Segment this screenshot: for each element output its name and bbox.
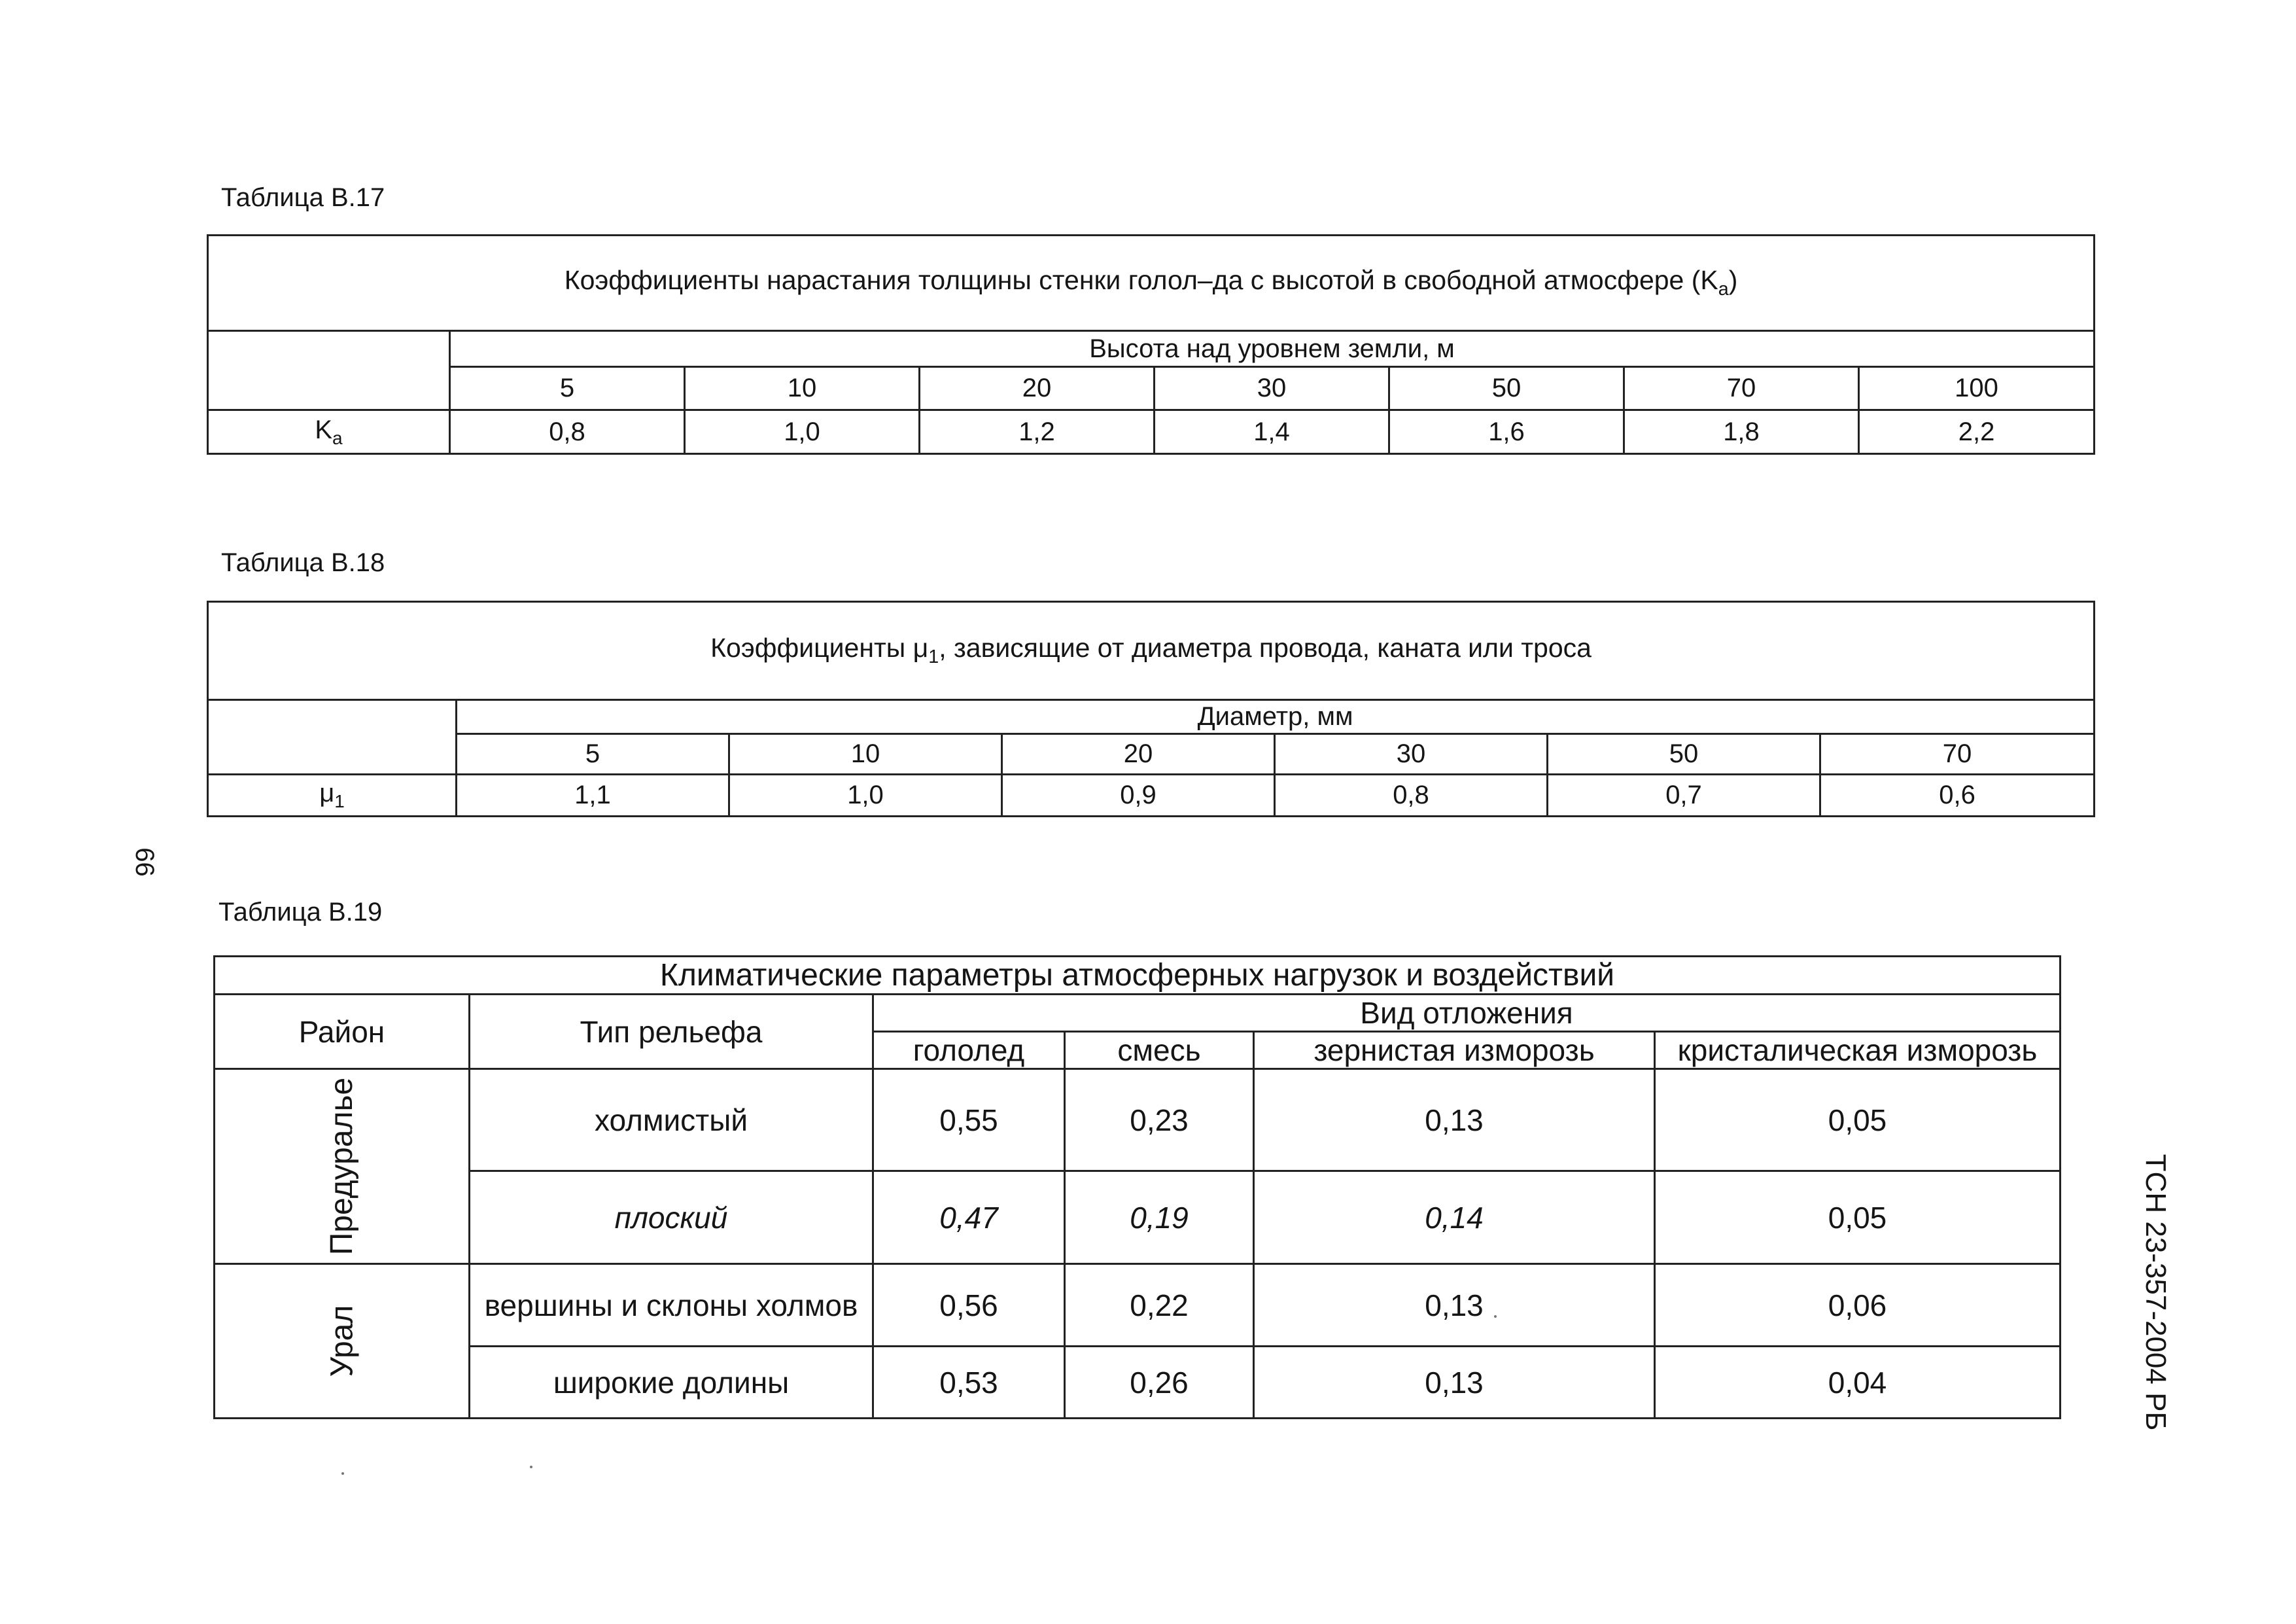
table18-value: 0,8 bbox=[1275, 775, 1548, 817]
table18-corner-lower bbox=[208, 734, 457, 775]
table17-height-header: Высота над уровнем земли, м bbox=[450, 331, 2095, 367]
table19-value: 0,23 bbox=[1065, 1069, 1254, 1171]
scan-speck bbox=[530, 1466, 532, 1468]
table18-value: 1,1 bbox=[457, 775, 729, 817]
page-number: 66 bbox=[130, 847, 159, 877]
table17-col-header: 10 bbox=[685, 367, 920, 410]
table18-row-label: $\mu_1$ bbox=[208, 775, 457, 817]
table17-col-header: 5 bbox=[450, 367, 685, 410]
table19-value: 0,04 bbox=[1655, 1347, 2061, 1419]
table17-value: 2,2 bbox=[1859, 410, 2095, 454]
table18-col-header: 10 bbox=[729, 734, 1002, 775]
document-code: ТСН 23-357-2004 РБ bbox=[2140, 1154, 2172, 1431]
table18-corner bbox=[208, 700, 457, 734]
table19-subcol-header: кристалическая изморозь bbox=[1655, 1032, 2061, 1069]
table18-value: 1,0 bbox=[729, 775, 1002, 817]
table18-diameter-header: Диаметр, мм bbox=[457, 700, 2095, 734]
table18-value: 0,9 bbox=[1002, 775, 1275, 817]
table17-corner-lower bbox=[208, 367, 450, 410]
table19 bbox=[213, 955, 2061, 1419]
scan-speck bbox=[341, 1472, 344, 1475]
table17-corner bbox=[208, 331, 450, 367]
table17-col-header: 70 bbox=[1624, 367, 1859, 410]
table19-deposit-header: Вид отложения bbox=[873, 995, 2061, 1032]
table19-value: 0,13 bbox=[1254, 1264, 1655, 1347]
table17-value: 1,2 bbox=[920, 410, 1155, 454]
table19-subcol-header: смесь bbox=[1065, 1032, 1254, 1069]
table19-region-cell: Урал bbox=[215, 1264, 470, 1419]
table17-row-label: $K_a$ bbox=[208, 410, 450, 454]
table19-value: 0,56 bbox=[873, 1264, 1065, 1347]
table18 bbox=[207, 601, 2095, 817]
table18-col-header: 70 bbox=[1820, 734, 2095, 775]
table19-value: 0,26 bbox=[1065, 1347, 1254, 1419]
table19-value: 0,22 bbox=[1065, 1264, 1254, 1347]
table19-title: Климатические параметры атмосферных нагрузок и воздействий bbox=[215, 957, 2061, 995]
table18-caption: Таблица В.18 bbox=[221, 548, 385, 577]
table19-value: 0,14 bbox=[1254, 1171, 1655, 1264]
table19-region-header: Район bbox=[215, 995, 470, 1069]
table19-subcol-header: зернистая изморозь bbox=[1254, 1032, 1655, 1069]
table19-relief-cell: холмистый bbox=[470, 1069, 873, 1171]
table18-col-header: 5 bbox=[457, 734, 729, 775]
table19-value: 0,05 bbox=[1655, 1069, 2061, 1171]
table17-col-header: 30 bbox=[1155, 367, 1389, 410]
table17 bbox=[207, 234, 2095, 455]
table18-col-header: 20 bbox=[1002, 734, 1275, 775]
table19-relief-cell: широкие долины bbox=[470, 1347, 873, 1419]
table19-value: 0,06 bbox=[1655, 1264, 2061, 1347]
table19-value: 0,13 bbox=[1254, 1069, 1655, 1171]
table17-col-header: 100 bbox=[1859, 367, 2095, 410]
table17-title: Коэффициенты нарастания толщины стенки голол–да с высотой в свободной атмосфере $(K_a)$ bbox=[208, 236, 2095, 331]
table17-value: 1,4 bbox=[1155, 410, 1389, 454]
table18-value: 0,7 bbox=[1548, 775, 1820, 817]
table17-col-header: 50 bbox=[1389, 367, 1624, 410]
table19-value: 0,19 bbox=[1065, 1171, 1254, 1264]
table17-caption: Таблица В.17 bbox=[221, 183, 385, 212]
table18-col-header: 50 bbox=[1548, 734, 1820, 775]
table19-relief-header: Тип рельефа bbox=[470, 995, 873, 1069]
table19-relief-cell: плоский bbox=[470, 1171, 873, 1264]
table19-region-cell: Предуралье bbox=[215, 1069, 470, 1264]
table17-value: 1,6 bbox=[1389, 410, 1624, 454]
table17-value: 1,8 bbox=[1624, 410, 1859, 454]
table18-title: Коэффициенты $\mu_1$, зависящие от диаметра провода, каната или троса bbox=[208, 602, 2095, 700]
table19-value: 0,13 bbox=[1254, 1347, 1655, 1419]
table19-subcol-header: гололед bbox=[873, 1032, 1065, 1069]
table17-value: 0,8 bbox=[450, 410, 685, 454]
table18-col-header: 30 bbox=[1275, 734, 1548, 775]
table19-value: 0,55 bbox=[873, 1069, 1065, 1171]
table19-caption: Таблица В.19 bbox=[218, 898, 383, 927]
table19-relief-cell: вершины и склоны холмов bbox=[470, 1264, 873, 1347]
table19-value: 0,53 bbox=[873, 1347, 1065, 1419]
table17-col-header: 20 bbox=[920, 367, 1155, 410]
table18-value: 0,6 bbox=[1820, 775, 2095, 817]
table17-value: 1,0 bbox=[685, 410, 920, 454]
table19-value: 0,05 bbox=[1655, 1171, 2061, 1264]
scan-speck bbox=[1494, 1315, 1497, 1318]
table19-value: 0,47 bbox=[873, 1171, 1065, 1264]
